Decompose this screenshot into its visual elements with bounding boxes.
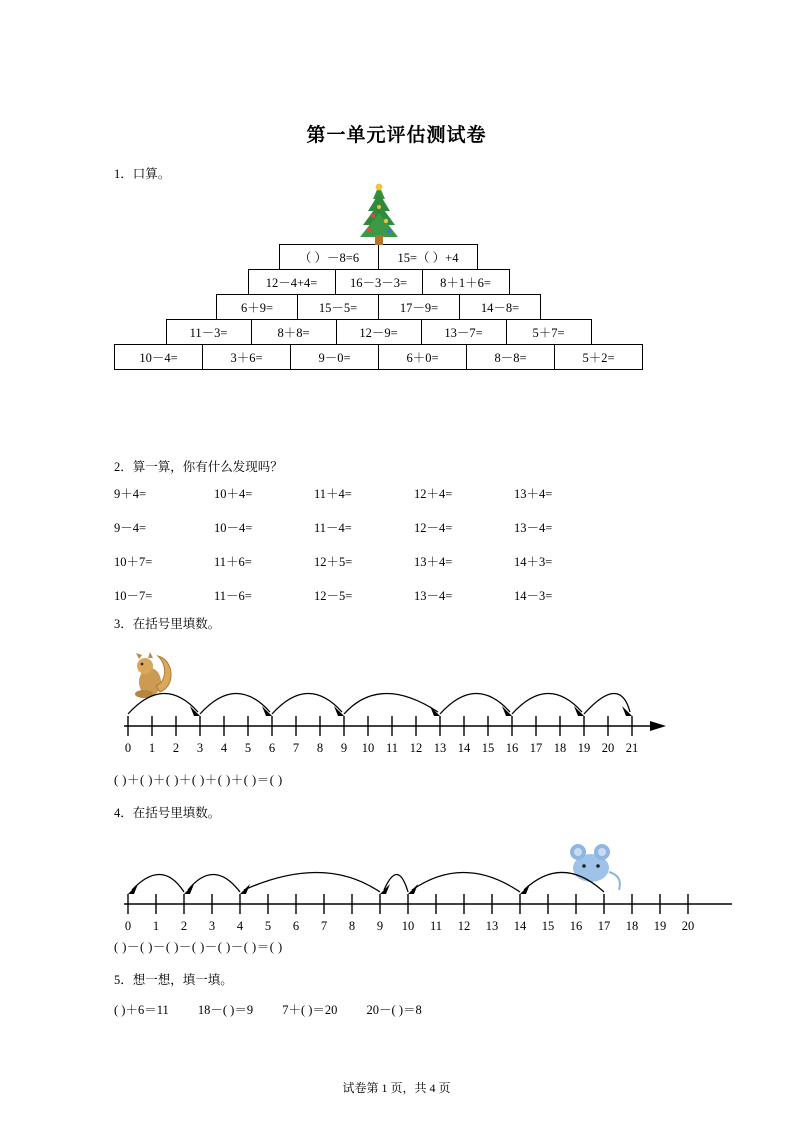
pyramid-cell: 6＋0= xyxy=(378,344,467,370)
question-4-blanks[interactable]: ( )－( )－( )－( )－( )－( )＝( ) xyxy=(114,940,283,954)
tick-label: 4 xyxy=(236,919,244,933)
tick-label: 21 xyxy=(625,741,639,755)
pyramid-cell: 9－0= xyxy=(290,344,379,370)
fill-blank-item[interactable]: 7＋( )＝20 xyxy=(282,1003,338,1017)
expression: 13＋4= xyxy=(414,555,453,569)
expression: 9＋4= xyxy=(114,487,147,501)
christmas-tree-icon xyxy=(349,183,409,249)
expression-grid xyxy=(114,484,654,620)
expression: 11＋4= xyxy=(314,487,352,501)
question-3-label: 3．在括号里填数。 xyxy=(114,617,221,631)
tick-label: 13 xyxy=(485,919,499,933)
tick-label: 10 xyxy=(361,741,375,755)
expression: 10－7= xyxy=(114,589,153,603)
expression-row xyxy=(114,484,654,502)
tick-label: 8 xyxy=(348,919,356,933)
tick-label: 6 xyxy=(292,919,300,933)
tick-label: 2 xyxy=(172,741,180,755)
tick-label: 1 xyxy=(152,919,160,933)
expression-row xyxy=(114,586,654,604)
tick-label: 10 xyxy=(401,919,415,933)
tick-label: 11 xyxy=(429,919,443,933)
tick-label: 18 xyxy=(553,741,567,755)
expression-row xyxy=(114,552,654,570)
pyramid-cell: 13－7= xyxy=(421,319,507,345)
tick-label: 7 xyxy=(292,741,300,755)
pyramid-cell: 15=（ ）+4 xyxy=(378,244,478,270)
pyramid-row xyxy=(114,294,644,320)
tick-label: 12 xyxy=(457,919,471,933)
pyramid-cell: 8－8= xyxy=(466,344,555,370)
page-title: 第一单元评估测试卷 xyxy=(306,125,487,146)
question-5-label: 5．想一想，填一填。 xyxy=(114,973,233,987)
tick-label: 5 xyxy=(244,741,252,755)
tick-label: 4 xyxy=(220,741,228,755)
tick-label: 19 xyxy=(653,919,667,933)
expression: 11－4= xyxy=(314,521,352,535)
fill-blank-item[interactable]: 20－( )＝8 xyxy=(366,1003,422,1017)
pyramid-cell: 12－4+4= xyxy=(248,269,336,295)
tick-label: 14 xyxy=(457,741,471,755)
pyramid-cell: 11－3= xyxy=(166,319,252,345)
tick-label: 17 xyxy=(597,919,611,933)
pyramid-cell: 15－5= xyxy=(297,294,379,320)
expression: 13＋4= xyxy=(514,487,553,501)
expression: 14－3= xyxy=(514,589,553,603)
expression: 12－4= xyxy=(414,521,453,535)
tick-label: 1 xyxy=(148,741,156,755)
question-5-items xyxy=(114,1000,448,1018)
expression: 12＋5= xyxy=(314,555,353,569)
pyramid-table xyxy=(114,245,644,370)
fill-blank-item[interactable]: ( )＋6＝11 xyxy=(114,1003,169,1017)
page-footer: 试卷第 1 页，共 4 页 xyxy=(342,1081,451,1095)
squirrel-icon xyxy=(135,652,171,698)
expression: 13－4= xyxy=(514,521,553,535)
tick-label: 20 xyxy=(601,741,615,755)
fill-blank-item[interactable]: 18－( )＝9 xyxy=(197,1003,254,1017)
tick-label: 3 xyxy=(196,741,204,755)
tick-label: 12 xyxy=(409,741,423,755)
pyramid-cell: 12－9= xyxy=(336,319,422,345)
tick-label: 13 xyxy=(433,741,447,755)
question-2-label: 2．算一算，你有什么发现吗？ xyxy=(114,460,283,474)
pyramid-cell: 5＋2= xyxy=(554,344,643,370)
tick-label: 16 xyxy=(505,741,519,755)
tick-label: 9 xyxy=(376,919,384,933)
expression: 12－5= xyxy=(314,589,353,603)
tick-label: 5 xyxy=(264,919,272,933)
number-line-3 xyxy=(114,640,674,760)
pyramid-cell: （ ）－8=6 xyxy=(279,244,379,270)
tick-label: 14 xyxy=(513,919,527,933)
mouse-icon xyxy=(570,844,620,890)
pyramid-cell: 8＋1＋6= xyxy=(422,269,510,295)
tick-label: 15 xyxy=(541,919,555,933)
expression: 11－6= xyxy=(214,589,252,603)
expression: 10＋7= xyxy=(114,555,153,569)
tick-label: 8 xyxy=(316,741,324,755)
pyramid-cell: 10－4= xyxy=(114,344,203,370)
expression-row xyxy=(114,518,654,536)
pyramid-row xyxy=(114,319,644,345)
pyramid-cell: 17－9= xyxy=(378,294,460,320)
tick-label: 20 xyxy=(681,919,695,933)
tick-label: 2 xyxy=(180,919,188,933)
expression: 10＋4= xyxy=(214,487,253,501)
question-4-label: 4．在括号里填数。 xyxy=(114,806,221,820)
expression: 12＋4= xyxy=(414,487,453,501)
pyramid-cell: 5＋7= xyxy=(506,319,592,345)
tick-label: 0 xyxy=(124,919,132,933)
pyramid-row xyxy=(114,344,644,370)
number-line-4 xyxy=(114,828,695,938)
tick-label: 15 xyxy=(481,741,495,755)
tick-label: 19 xyxy=(577,741,591,755)
tick-label: 0 xyxy=(124,741,132,755)
pyramid-cell: 14－8= xyxy=(459,294,541,320)
expression: 10－4= xyxy=(214,521,253,535)
expression: 11＋6= xyxy=(214,555,252,569)
question-1-label: 1．口算。 xyxy=(114,167,171,181)
tick-label: 6 xyxy=(268,741,276,755)
tick-label: 16 xyxy=(569,919,583,933)
pyramid-cell: 3＋6= xyxy=(202,344,291,370)
tick-label: 9 xyxy=(340,741,348,755)
expression: 13－4= xyxy=(414,589,453,603)
tick-label: 7 xyxy=(320,919,328,933)
tick-label: 3 xyxy=(208,919,216,933)
tick-label: 18 xyxy=(625,919,639,933)
pyramid-row xyxy=(114,269,644,295)
expression: 14＋3= xyxy=(514,555,553,569)
pyramid-cell: 6＋9= xyxy=(216,294,298,320)
tick-label: 11 xyxy=(385,741,399,755)
expression: 9－4= xyxy=(114,521,147,535)
tick-label: 17 xyxy=(529,741,543,755)
pyramid-cell: 16－3－3= xyxy=(335,269,423,295)
pyramid-cell: 8＋8= xyxy=(251,319,337,345)
question-3-blanks[interactable]: ( )＋( )＋( )＋( )＋( )＋( )＝( ) xyxy=(114,773,283,787)
